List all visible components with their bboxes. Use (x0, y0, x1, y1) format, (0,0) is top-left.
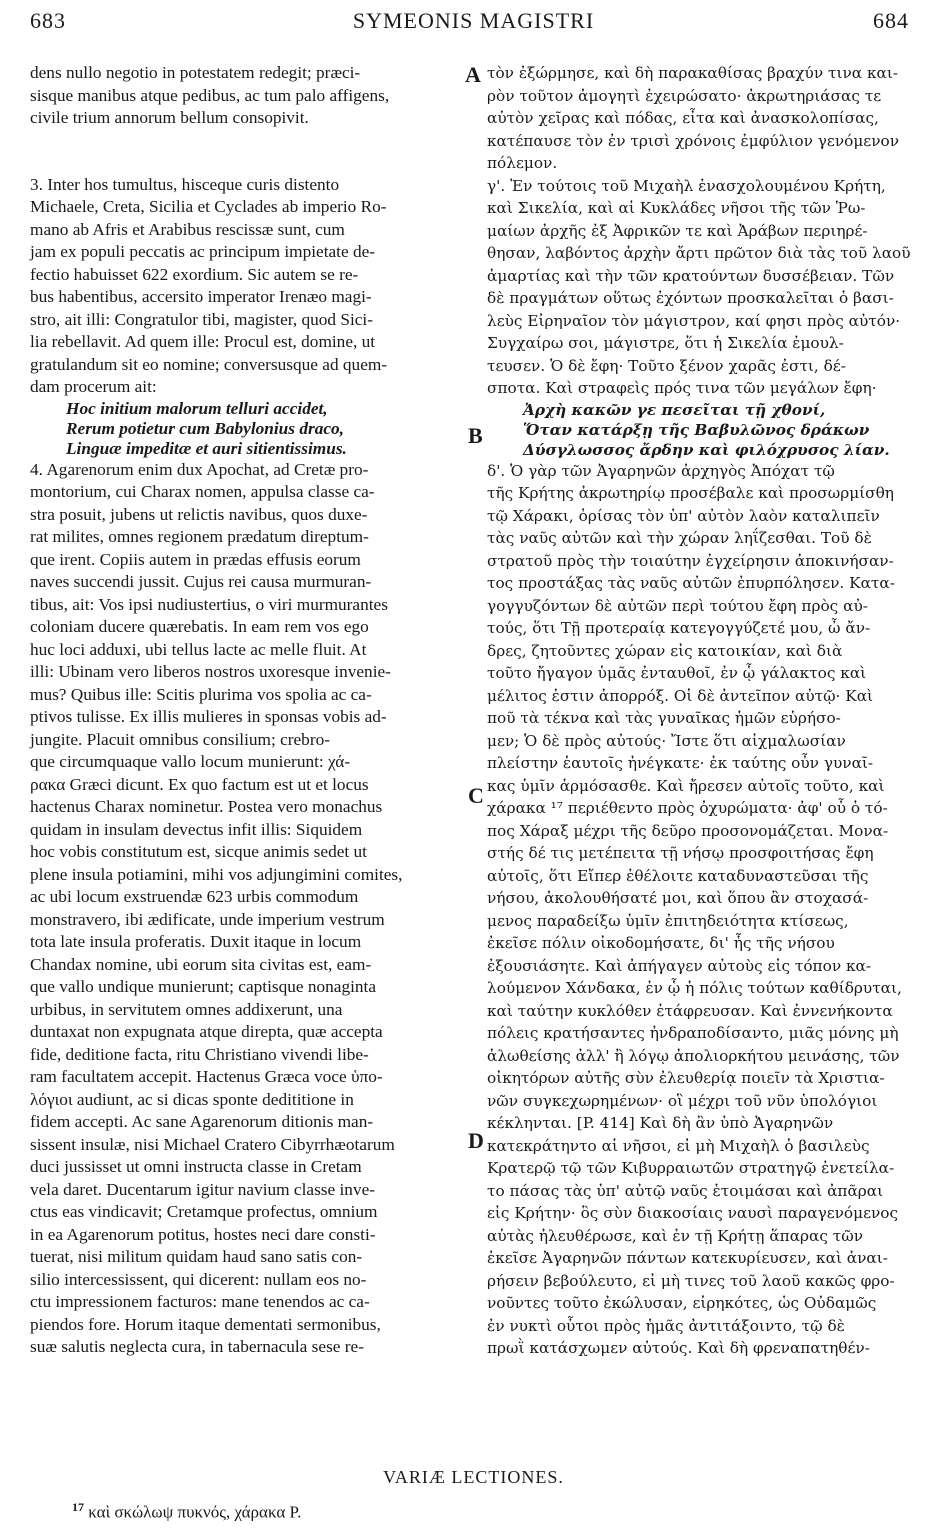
greek-line: κέκληνται. [P. 414] Καὶ δὴ ἂν ὑπὸ Ἀγαρηνῶν (487, 1114, 834, 1132)
greek-line: πόλεμον. (487, 154, 558, 172)
latin-line: jam ex populi peccatis ac principum impietate de- (30, 242, 376, 261)
latin-line: piendos fore. Horum itaque dementati sermonibus, (30, 1314, 381, 1334)
spacer (30, 130, 460, 174)
latin-line: ram facultatem accepit. Hactenus Græca voce ὑπο- (30, 1067, 383, 1086)
latin-line: coloniam ducere quærebatis. In eam rem vos ego (30, 617, 369, 636)
greek-line: γ'. Ἐν τούτοις τοῦ Μιχαὴλ ἐνασχολουμένου Κρήτη, (487, 176, 886, 195)
greek-line: ποῦ τὰ τέκνα καὶ τὰς γυναῖκας ἡμῶν εὑρήσο- (487, 709, 841, 727)
latin-line: gratulandum sit eo nomine; conversusque ad quem- (30, 354, 388, 374)
greek-line: τοῦτο ἤγαγον ὑμᾶς ἐνταυθοῖ, ἐν ᾧ γάλακτος καὶ (487, 664, 867, 682)
latin-line: tota late insula proferatis. Duxit itaque in locum (30, 932, 362, 951)
greek-line: ἐν νυκτὶ οὗτοι πρὸς ἡμᾶς ἀντιτάξοιντο, τῷ δὲ (487, 1316, 845, 1335)
latin-line: λόγιοι audiunt, ac si dicas sponte dedititione in (30, 1089, 354, 1109)
greek-line: νήσου, ἀκολουθήσατέ μοι, καὶ ὅπου ἂν στοχασά- (487, 889, 869, 907)
latin-line: silio intercessissent, qui dicerent: nullam eos no- (30, 1269, 367, 1289)
greek-line: αὐτὰς ἠλευθέρωσε, καὶ ἐν τῇ Κρήτῃ ἅπαρας τῶν (487, 1226, 864, 1245)
latin-line: hactenus Charax nominetur. Postea vero monachus (30, 797, 383, 816)
latin-line: huc loci adduxi, ubi tellus lacte ac melle fluit. At (30, 639, 367, 659)
greek-line: τὰς ναῦς αὐτῶν καὶ τὴν χώραν ληΐζεσθαι. Τοῦ δὲ (487, 529, 872, 547)
greek-line: πρωῒ κατάσχωμεν αὐτούς. Καὶ δὴ φρεναπατηθέν- (487, 1339, 870, 1357)
greek-line: στής δέ τις μετέπειτα τῇ νήσῳ προσφοιτήσας ἔφη (487, 844, 874, 862)
greek-line: μαίων ἀρχῆς ἐξ Ἀφρικῶν τε καὶ Ἀράβων περιηρέ- (487, 221, 868, 240)
latin-line: duci jussisset ut omni instructa classe in Cretam (30, 1157, 362, 1176)
latin-line: sisque manibus atque pedibus, ac tum palo affigens, (30, 85, 390, 105)
latin-line: que irent. Copiis autem in prædas effusis eorum (30, 549, 361, 569)
latin-line: bus habentibus, accersito imperator Irenæo magi- (30, 287, 372, 306)
footnote-variant (72, 1500, 301, 1523)
latin-line: ctus eas vindicavit; Cretamque profectus, omnium (30, 1202, 378, 1221)
verse-line: Linguæ impeditæ et auri sitientissimus. (66, 438, 347, 458)
greek-line: κατεκράτηντο αἱ νῆσοι, εἰ μὴ Μιχαὴλ ὁ βασιλεὺς (487, 1136, 870, 1155)
page-number-left: 683 (30, 8, 66, 33)
verse-line: Ὅταν κατάρξῃ τῆς Βαβυλῶνος δράκων (523, 420, 870, 439)
greek-line: Συγχαίρω σοι, μάγιστρε, ὅτι ἡ Σικελία ἐμουλ- (487, 334, 844, 352)
latin-line: sissent insulæ, nisi Michael Cratero Cibyrrhæotarum (30, 1134, 395, 1154)
greek-line: πος Χάραξ μέχρι τῆς δεῦρο προσονομάζεται. Μονα- (487, 821, 889, 840)
greek-line: χάρακα ¹⁷ περιέθεντο πρὸς ὀχυρώματα· ἀφ' οὗ ὁ τό- (487, 799, 888, 817)
latin-line: vela daret. Ducentarum igitur navium classe inve- (30, 1179, 376, 1199)
greek-line: δρες, ζητοῦντες χώραν εἰς κατοικίαν, καὶ διὰ (487, 641, 843, 660)
greek-line: αὐτὸν χεῖρας καὶ πόδας, εἶτα καὶ ἀνασκολοπίσας, (487, 109, 879, 127)
greek-line: δ'. Ὁ γὰρ τῶν Ἀγαρηνῶν ἀρχηγὸς Ἀπόχατ τῷ (487, 461, 835, 480)
latin-line: lia rebellavit. Ad quem ille: Procul est, domine, ut (30, 332, 376, 351)
greek-line: ἁμαρτίας καὶ τὴν τῶν κρατούντων δυσσέβειαν. Τῶν (487, 266, 895, 285)
latin-line: 3. Inter hos tumultus, hisceque curis distento (30, 174, 340, 194)
latin-line: duntaxat non expugnata atque direpta, quæ accepta (30, 1022, 383, 1041)
greek-line: δὲ πραγμάτων οὕτως ἐχόντων προσκαλεῖται ὁ βασι- (487, 289, 894, 307)
latin-line: jungite. Placuit omnibus consilium; crebro- (30, 729, 330, 749)
latin-line: rat milites, omnes regionem prædatum direptum- (30, 527, 369, 546)
greek-line: λούμενον Χάνδακα, ἐν ᾧ ἡ πόλις τούτων καθίδρυται, (487, 979, 902, 997)
latin-line: stro, ait illi: Congratulor tibi, magister, quod Sici- (30, 309, 373, 329)
greek-line: τῆς Κρήτης ἀκρωτηρίῳ προσέβαλε καὶ προσωρμίσθη (487, 484, 894, 502)
latin-line: fidem accepti. Ac sane Agarenorum ditionis man- (30, 1112, 374, 1131)
verse-line: Hoc initium malorum telluri accidet, (66, 398, 328, 418)
greek-line: οἰκητόρων αὐτῆς σὺν ἐλευθερίᾳ ποιεῖν τὰ Χριστια- (487, 1069, 885, 1087)
greek-line: ἐκεῖσε Ἀγαρηνῶν πάντων κατεκυρίευσεν, καὶ ἀναι- (487, 1249, 888, 1267)
greek-line: σποτα. Καὶ στραφεὶς πρός τινα τῶν μεγάλων ἔφη· (487, 379, 877, 397)
latin-line: Chandax nomine, ubi eorum sita civitas est, eam- (30, 954, 372, 974)
footnote-number: 17 (72, 1500, 84, 1514)
greek-line: μεν; Ὁ δὲ πρὸς αὐτούς· Ἴστε ὅτι αἰχμαλωσίαν (487, 731, 846, 750)
latin-line: urbibus, in servitutem omnes addixerunt, una (30, 999, 343, 1019)
greek-line: λεὺς Εἰρηναῖον τὸν μάγιστρον, καί φησι πρὸς αὐτόν· (487, 311, 901, 330)
greek-line: εἰς Κρήτην· ὃς σὺν διακοσίαις ναυσὶ παραγενόμενος (487, 1204, 899, 1222)
verse-line: Δύσγλωσσος ἄρδην καὶ φιλόχρυσος λίαν. (523, 440, 890, 459)
greek-line: τὸν ἐξώρμησε, καὶ δὴ παρακαθίσας βραχύν τινα και- (487, 64, 899, 82)
margin-letter-c: C (468, 783, 484, 808)
greek-line: ρήσειν βεβούλευτο, εἰ μὴ τινες τοῦ λαοῦ κακῶς φρο- (487, 1271, 895, 1290)
latin-line: 4. Agarenorum enim dux Apochat, ad Cretæ pro- (30, 459, 369, 479)
latin-line: mano ab Afris et Arabibus rescissæ sunt, cum (30, 219, 345, 239)
latin-line: que circumquaque vallo locum munierunt: χά- (30, 752, 351, 771)
greek-line: τευσεν. Ὁ δὲ ἔφη· Τοῦτο ξένον χαρᾶς ἐστι, δέ- (487, 356, 846, 375)
latin-line: mus? Quibus ille: Scitis plurima vos spolia ac ca- (30, 684, 372, 704)
latin-line: in ea Agarenorum potitus, hostes neci dare consti- (30, 1224, 376, 1244)
greek-line: πόλεις κρατήσαντες ἠνδραποδίσαντο, μιᾶς μόνης μὴ (487, 1024, 899, 1042)
latin-line: naves succendi jussit. Cujus rei causa murmuran- (30, 572, 372, 591)
greek-line: στρατοῦ πρὸς τὴν τοιαύτην ἐγχείρησιν ἀποκινήσαν- (487, 551, 894, 570)
latin-line: civile trium annorum bellum consopivit. (30, 108, 309, 127)
latin-line: stra posuit, jubens ut relictis navibus, quos duxe- (30, 504, 368, 524)
greek-line: το πάσας τὰς ὑπ' αὐτῷ ναῦς ἑτοιμάσαι καὶ ἀπᾶραι (487, 1181, 884, 1200)
latin-line: plene insula potiamini, mihi vos adjungimini comites, (30, 864, 403, 884)
latin-line: montorium, cui Charax nomen, appulsa classe ca- (30, 482, 375, 501)
variae-lectiones-title: VARIÆ LECTIONES. (383, 1467, 564, 1487)
latin-column (30, 62, 460, 1359)
running-header (0, 8, 947, 40)
greek-line: μενος παραδείξω ὑμῖν ἐπιτηδειότητα κτίσεως, (487, 911, 849, 930)
latin-line: Michaele, Creta, Sicilia et Cyclades ab imperio Ro- (30, 197, 387, 216)
greek-line: ἁλωθείσης ἀλλ' ἢ λόγῳ ἀπολιορκήτου μεινάσης, τῶν (487, 1046, 900, 1065)
greek-line: νῶν συγκεχωρημένων· οἳ μέχρι τοῦ νῦν ὑπολόγιοι (487, 1091, 878, 1110)
latin-line: monstravero, ibi ædificate, unde imperium vestrum (30, 909, 385, 929)
verse-line: Rerum potietur cum Babylonius draco, (66, 418, 344, 438)
latin-section-4 (30, 459, 460, 1359)
greek-line: τῷ Χάρακι, ὁρίσας τὸν ὑπ' αὐτὸν λαὸν καταλιπεῖν (487, 506, 880, 525)
greek-line: ρὸν τοῦτον ἀμογητὶ ἐχειρώσατο· ἀκρωτηριάσας τε (487, 86, 882, 105)
verse-line: Ἀρχὴ κακῶν γε πεσεῖται τῇ χθονί, (523, 400, 826, 419)
margin-letter-b: B (468, 423, 483, 448)
latin-line: fide, deditione facta, ritu Christiano vivendi libe- (30, 1044, 369, 1064)
latin-line: que vallo undique munierunt; captisque nonaginta (30, 977, 377, 996)
greek-line: ἐξουσιάσητε. Καὶ ἀπήγαγεν αὐτοὺς εἰς τόπον κα- (487, 956, 872, 975)
greek-line: νοῦντες τοῦτο ἐκώλυσαν, εἰρηκότες, ὡς Οὐδαμῶς (487, 1294, 877, 1312)
footnote-text: καὶ σκώλωψ πυκνός, χάρακα P. (88, 1502, 302, 1522)
latin-verse (30, 399, 460, 459)
latin-line: dens nullo negotio in potestatem redegit; præci- (30, 63, 361, 82)
margin-letter-a: A (465, 62, 481, 87)
greek-line: καὶ ταύτην κυκλόθεν ἐτάφρευσαν. Καὶ ἐννενήκοντα (487, 1001, 893, 1020)
greek-verse (487, 400, 917, 460)
greek-line: ἐκεῖσε πόλιν οἰκοδομήσατε, δι' ἧς τῆς νήσου (487, 934, 835, 952)
greek-line: Κρατερῷ τῷ τῶν Κιβυρραιωτῶν στρατηγῷ ἐνετείλα- (487, 1159, 895, 1177)
latin-line: ctu impressionem facturos: mane tenendos ac ca- (30, 1292, 370, 1311)
latin-line: tuerat, nisi militum quidam haud sano satis con- (30, 1247, 363, 1266)
latin-line: fectio habuisset 622 exordium. Sic autem se re- (30, 264, 359, 284)
latin-line: dam procerum ait: (30, 377, 157, 396)
latin-line: tibus, ait: Vos ipsi nudiustertius, o viri murmurantes (30, 594, 388, 614)
margin-letter-d: D (468, 1128, 484, 1153)
greek-line: καὶ Σικελία, καὶ αἱ Κυκλάδες νῆσοι τῆς τῶν Ῥω- (487, 199, 866, 217)
greek-line: τούς, ὅτι Τῇ προτεραίᾳ κατεγογγύζετέ μου, ὦ ἄν- (487, 619, 871, 637)
greek-line: κατέπαυσε τὸν ἐν τρισὶ χρόνοις ἐμφύλιον γενόμενον (487, 131, 900, 150)
latin-line: ptivos tulisse. Ex illis mulieres in sponsas vobis ad- (30, 707, 387, 726)
page-number-right: 684 (873, 8, 909, 33)
greek-line: γογγυζόντων δὲ αὐτῶν περὶ τούτου ἔφη πρὸς αὐ- (487, 596, 868, 615)
latin-line: suæ salutis neglecta cura, in tabernacula sese re- (30, 1337, 364, 1356)
greek-line: αὐτοῖς, ὅτι Εἴπερ ἐθέλοιτε καταδυναστεῦσαι τῆς (487, 866, 869, 885)
greek-column (487, 62, 917, 1360)
latin-line: ρακα Græci dicunt. Ex quo factum est ut et locus (30, 774, 369, 794)
greek-line: πλείστην ἑαυτοῖς ἠνέγκατε· ἐκ ταύτης οὖν γυναῖ- (487, 754, 874, 772)
greek-line: κας ὑμῖν ἁρμόσασθε. Καὶ ἤρεσεν αὐτοῖς τοῦτο, καὶ (487, 776, 885, 795)
latin-line: illi: Ubinam vero liberos nostros uxoresque invenie- (30, 662, 391, 681)
greek-line: μέλιτος ἐστιν ἀπορρόξ. Οἱ δὲ ἀντεῖπον αὐτῷ· Καὶ (487, 686, 874, 705)
greek-line: θησαν, λαβόντος ἀρχὴν ἄρτι πρῶτον διὰ τὰς τοῦ λαοῦ (487, 244, 911, 262)
page-title: SYMEONIS MAGISTRI (352, 8, 595, 33)
latin-line: quidam in insulam devectus infit illis: Siquidem (30, 819, 363, 839)
latin-line: ac ubi locum exstruendæ 623 urbis commodum (30, 887, 359, 906)
greek-section-4 (487, 460, 917, 1360)
greek-line: τος προστάξας τὰς ναῦς αὐτῶν ἐπυρπόλησεν. Κατα- (487, 574, 895, 592)
latin-line: hoc vobis constitutum est, sicque animis sedet ut (30, 842, 367, 861)
